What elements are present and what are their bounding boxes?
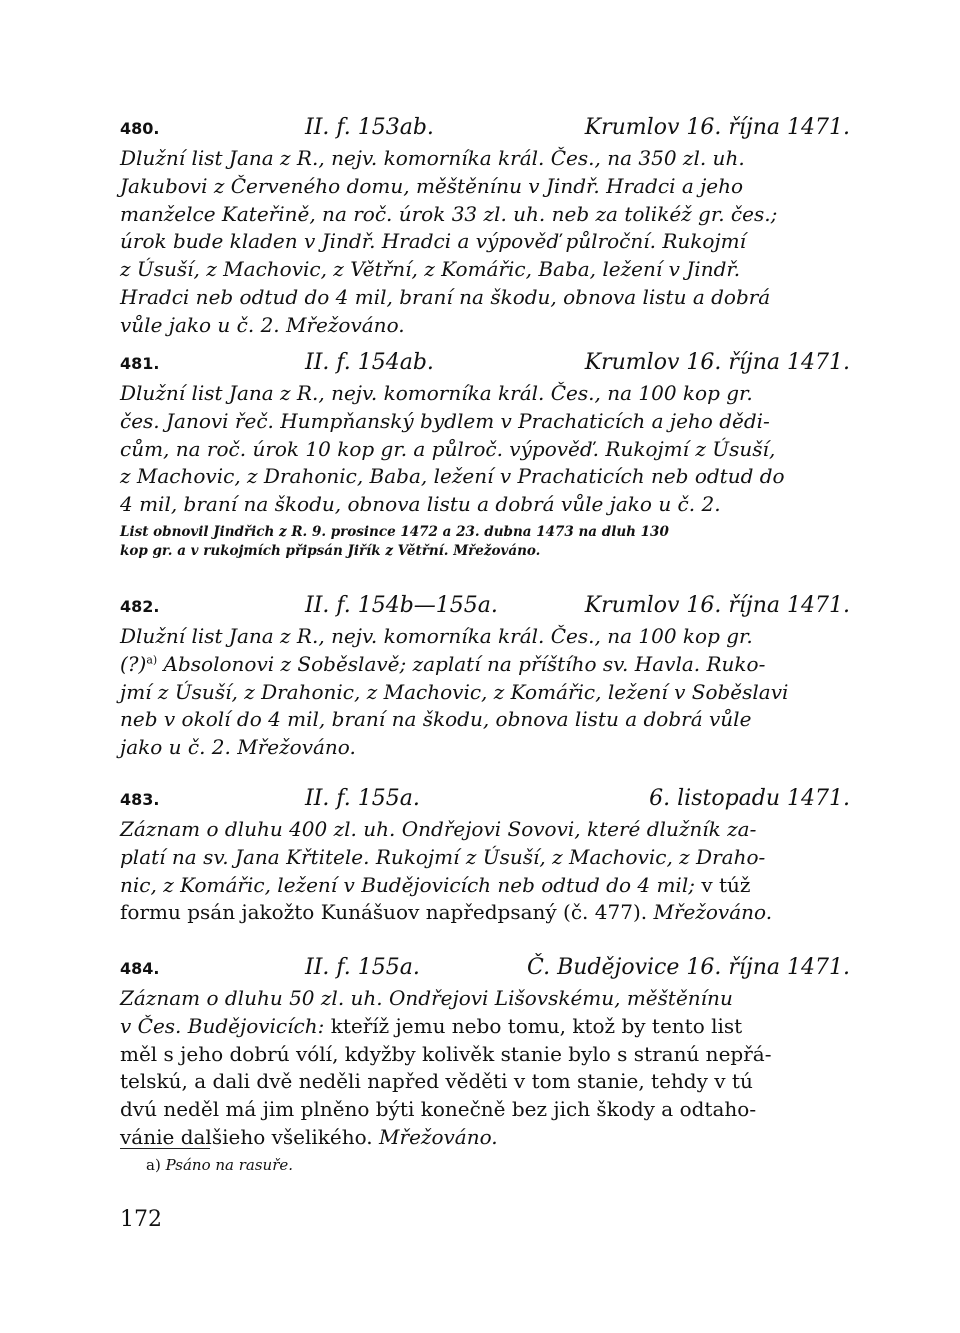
text-line: [120, 651, 852, 679]
entry-text: [120, 985, 852, 1152]
folio-reference: II. f. 154ab.: [305, 350, 434, 375]
entry-481: [120, 350, 852, 561]
footnote-divider: [120, 1148, 210, 1149]
entry-484: [120, 955, 852, 1152]
note-line: List obnovil Jindřich z R. 9. prosince 1472 a 23. dubna 1473 na dluh 130: [120, 523, 669, 540]
footnote-reference: a): [146, 653, 158, 667]
text-segment-upright: formu psán jakožto Kunášuov napředpsaný (č. 477).: [120, 900, 654, 925]
text-line: měl s jeho dobrú vólí, kdyžby kolivěk stanie bylo s stranú nepřá-: [120, 1041, 772, 1066]
footnote-text: Psáno na rasuře.: [165, 1156, 294, 1174]
text-line: jmí z Úsuší, z Drahonic, z Machovic, z Komářic, ležení v Soběslavi: [120, 679, 789, 704]
text-segment-upright: vánie dalšieho všelikého.: [120, 1124, 380, 1149]
entry-text: [120, 380, 852, 519]
text-line: 4 mil, braní na škodu, obnova listu a dobrá vůle jako u č. 2.: [120, 492, 721, 517]
uncertain-marker: (?): [120, 651, 147, 676]
folio-reference: II. f. 153ab.: [305, 115, 434, 140]
text-line: Jakubovi z Červeného domu, měštěnínu v Jindř. Hradci a jeho: [120, 173, 744, 198]
text-line: Záznam o dluhu 400 zl. uh. Ondřejovi Sovovi, které dlužník za-: [120, 817, 757, 841]
entry-header: [120, 786, 852, 816]
text-line: úrok bude kladen v Jindř. Hradci a výpověď půlroční. Rukojmí: [120, 229, 747, 254]
text-segment: nic, z Komářic, ležení v Budějovicích neb odtud do 4 mil;: [120, 872, 695, 897]
place-date: Krumlov 16. října 1471.: [584, 350, 850, 375]
text-line: Hradci neb odtud do 4 mil, braní na škodu, obnova listu a dobrá: [120, 284, 771, 309]
text-line: telskú, a dali dvě neděli napřed věděti v tom stanie, tehdy v tú: [120, 1069, 753, 1094]
entry-header: [120, 350, 852, 380]
place-date: Krumlov 16. října 1471.: [584, 593, 850, 618]
entry-text: [120, 816, 852, 927]
footnote-marker: a): [146, 1156, 161, 1174]
entry-number: 482.: [120, 597, 160, 616]
text-line: vůle jako u č. 2. Mřežováno.: [120, 312, 405, 337]
entry-number: 484.: [120, 959, 160, 978]
text-line: jako u č. 2. Mřežováno.: [120, 735, 356, 760]
page-number: 172: [120, 1207, 162, 1232]
text-line: Dlužní list Jana z R., nejv. komorníka král. Čes., na 100 kop gr.: [120, 624, 753, 648]
text-line: Dlužní list Jana z R., nejv. komorníka král. Čes., na 350 zl. uh.: [120, 146, 745, 170]
entry-number: 481.: [120, 354, 160, 373]
text-segment: Absolonovi z Soběslavě; zaplatí na příštího sv. Havla. Ruko-: [157, 651, 766, 676]
text-line: [120, 899, 852, 927]
text-line: manželce Kateřině, na roč. úrok 33 zl. uh. neb za tolikéž gr. čes.;: [120, 201, 778, 226]
text-line: Záznam o dluhu 50 zl. uh. Ondřejovi Lišovskému, měštěnínu: [120, 986, 733, 1010]
text-line: neb v okolí do 4 mil, braní na škodu, obnova listu a dobrá vůle: [120, 707, 752, 732]
entry-header: [120, 593, 852, 623]
note-line: kop gr. a v rukojmích připsán Jiřík z Větřní. Mřežováno.: [120, 542, 541, 559]
place-date: Krumlov 16. října 1471.: [584, 115, 850, 140]
editorial-note: [120, 523, 852, 561]
text-segment: v Čes. Budějovicích:: [120, 1013, 325, 1038]
folio-reference: II. f. 155a.: [305, 786, 420, 811]
text-line: cům, na roč. úrok 10 kop gr. a půlroč. výpověď. Rukojmí z Úsuší,: [120, 436, 776, 461]
text-segment: Mřežováno.: [379, 1124, 498, 1149]
entry-480: [120, 115, 852, 340]
place-date: Č. Budějovice 16. října 1471.: [527, 955, 850, 980]
entry-header: [120, 115, 852, 145]
text-line: [120, 1124, 852, 1152]
place-date: 6. listopadu 1471.: [649, 786, 850, 811]
footnote: [146, 1156, 293, 1174]
text-line: čes. Janovi řeč. Humpňanský bydlem v Prachaticích a jeho dědi-: [120, 408, 770, 433]
text-line: [120, 1013, 852, 1041]
folio-reference: II. f. 154b—155a.: [305, 593, 498, 618]
entry-text: [120, 623, 852, 762]
text-line: dvú neděl má jim plněno býti konečně bez jich škody a odtaho-: [120, 1097, 757, 1122]
text-line: Dlužní list Jana z R., nejv. komorníka král. Čes., na 100 kop gr.: [120, 381, 753, 405]
entry-number: 480.: [120, 119, 160, 138]
text-segment: Mřežováno.: [653, 900, 773, 925]
entry-text: [120, 145, 852, 340]
entry-482: [120, 593, 852, 762]
text-segment-upright: kteříž jemu nebo tomu, ktož by tento list: [324, 1013, 743, 1038]
text-segment-upright: v túž: [694, 872, 751, 897]
entry-483: [120, 786, 852, 927]
text-line: platí na sv. Jana Křtitele. Rukojmí z Úsuší, z Machovic, z Draho-: [120, 844, 766, 869]
text-line: z Úsuší, z Machovic, z Větřní, z Komářic, Baba, ležení v Jindř.: [120, 257, 741, 282]
entry-number: 483.: [120, 790, 160, 809]
text-line: z Machovic, z Drahonic, Baba, ležení v Prachaticích neb odtud do: [120, 464, 785, 489]
entry-header: [120, 955, 852, 985]
folio-reference: II. f. 155a.: [305, 955, 420, 980]
text-line: [120, 872, 852, 900]
